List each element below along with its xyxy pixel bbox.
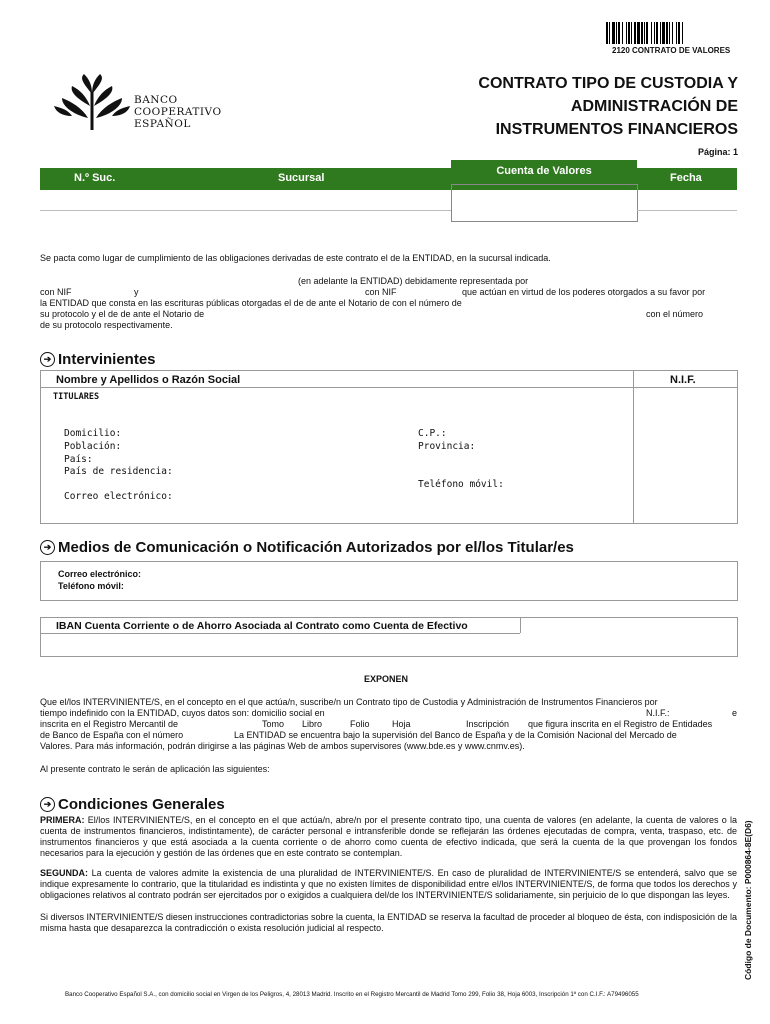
- protocol-number: con el número: [646, 309, 704, 319]
- document-title: [478, 72, 738, 141]
- conditions-title-text: Condiciones Generales: [58, 796, 225, 813]
- securities-account-header: [451, 160, 637, 184]
- protocol-line: su protocolo y el de de ante el Notario de: [40, 309, 205, 319]
- intervinientes-title: [40, 351, 156, 368]
- exponen-line-3e: Hoja: [392, 719, 411, 729]
- document-code: Código de Documento: P000864-8E(D6): [743, 820, 753, 980]
- date-header: Fecha: [670, 172, 702, 184]
- arrow-right-icon: ➔: [40, 540, 55, 555]
- entity-representation: (en adelante la ENTIDAD) debidamente representada por: [298, 276, 529, 286]
- communication-email-label: Correo electrónico:: [58, 569, 142, 579]
- exponen-line-2b: N.I.F.:: [646, 708, 670, 718]
- exponen-line-2c: e: [732, 708, 738, 718]
- exponen-line-3c: Libro: [302, 719, 323, 729]
- communication-mobile-label: Teléfono móvil:: [58, 581, 124, 591]
- name-column-header: Nombre y Apellidos o Razón Social: [56, 374, 241, 386]
- clause-primera-text: El/los INTERVINIENTE/S, en el concepto en el que actúa/n, abre/n por el presente contrato tipo, una cuenta de valores (en adelante, la cuenta de valores o la cuenta de instrumentos financieros, indistintamente), de carácter personal e intransferible donde se reflejarán las órdenes ejecutadas de compra, venta, traspaso, etc. de instrumentos financieros y que está asociada a la cuenta corriente o de ahorro como cuenta de efectivo indicada, que será la cuenta de la que provengan los fondos necesarios para la ejecución y gestión de las órdenes que en este contrato se contemplan.: [40, 815, 737, 858]
- email-label: Correo electrónico:: [64, 491, 173, 502]
- nif-column-header: N.I.F.: [670, 374, 696, 386]
- wheat-logo-icon: [52, 72, 132, 134]
- title-line-3: INSTRUMENTOS FINANCIEROS: [495, 121, 738, 138]
- logo-line-2: COOPERATIVO: [134, 106, 222, 118]
- arrow-right-icon: ➔: [40, 352, 55, 367]
- exponen-line-2a: tiempo indefinido con la ENTIDAD, cuyos datos son: domicilio social en: [40, 708, 325, 718]
- iban-header-vline: [520, 617, 521, 633]
- exponen-line-4a: de Banco de España con el número: [40, 730, 184, 740]
- postal-code-label: C.P.:: [418, 428, 447, 439]
- intervinientes-col-divider: [633, 370, 634, 523]
- town-label: Población:: [64, 441, 122, 452]
- exponen-line-3b: Tomo: [262, 719, 285, 729]
- arrow-right-icon: ➔: [40, 797, 55, 812]
- bank-logo: [52, 72, 232, 134]
- branch-header: Sucursal: [278, 172, 325, 184]
- title-line-2: ADMINISTRACIÓN DE: [570, 98, 738, 115]
- holders-label: TITULARES: [53, 392, 100, 402]
- clause-segunda-2: Si diversos INTERVINIENTE/S diesen instrucciones contradictorias sobre la cuenta, la ENTIDAD se reserva la facultad de proceder al bloqueo de ésta, con indisposición de la misma hasta que desaparezca la contradicción o exista resolución judicial al respecto.: [40, 912, 737, 933]
- clause-segunda: [40, 868, 737, 901]
- province-label: Provincia:: [418, 441, 476, 452]
- barcode-text: 2120 CONTRATO DE VALORES: [612, 46, 731, 55]
- exponen-line-3d: Folio: [350, 719, 370, 729]
- country-label: País:: [64, 454, 93, 465]
- nif-line-a: con NIF: [40, 287, 72, 297]
- exponen-line-1: Que el/los INTERVINIENTE/S, en el concepto en el que actúa/n, suscribe/n un Contrato tipo de Custodia y Administración de Instrumentos Financieros por: [40, 697, 658, 707]
- deeds-line: la ENTIDAD que consta en las escrituras públicas otorgadas el de de ante el Notario de con el número de: [40, 298, 462, 308]
- protocol-respectively: de su protocolo respectivamente.: [40, 320, 173, 330]
- clause-primera-label: PRIMERA:: [40, 815, 85, 825]
- clause-segunda-text: La cuenta de valores admite la existencia de una pluralidad de INTERVINIENTE/S. En caso de pluralidad de INTERVINIENTE/S se entenderá, salvo que se indique expresamente lo contrario, que la titularidad es indistinta y que no existen límites de disponibilidad entre el/los INTERVINIENTE/S, de forma que todos los derechos y obligaciones relativos al contrato podrán ser ejercitados por o exigidos a cualquiera del/de los INTERVINIENTE/S solidariamente, sin perjuicio de lo que dispongan las leyes.: [40, 868, 737, 900]
- nif-line-c: con NIF: [365, 287, 397, 297]
- barcode: [606, 22, 746, 46]
- exponen-heading: EXPONEN: [364, 674, 409, 684]
- logo-line-3: ESPAÑOL: [134, 118, 191, 130]
- iban-label: IBAN Cuenta Corriente o de Ahorro Asociada al Contrato como Cuenta de Efectivo: [56, 620, 468, 632]
- exponen-line-3f: Inscripción: [466, 719, 510, 729]
- clause-primera: [40, 815, 737, 859]
- iban-header-line: [40, 633, 520, 634]
- logo-line-1: BANCO: [134, 94, 178, 106]
- exponen-line-3g: que figura inscrita en el Registro de Entidades: [528, 719, 713, 729]
- intervinientes-title-text: Intervinientes: [58, 351, 156, 368]
- residence-country-label: País de residencia:: [64, 466, 173, 477]
- page-number: Página: 1: [697, 147, 738, 157]
- conditions-title: [40, 796, 225, 813]
- barcode-graphic: [606, 22, 746, 46]
- exponen-line-4b: La ENTIDAD se encuentra bajo la supervisión del Banco de España y de la Comisión Nacional del Mercado de: [234, 730, 677, 740]
- exponen-line-5: Valores. Para más información, podrán dirigirse a las páginas Web de ambos supervisores (www.bde.es y www.cnmv.es).: [40, 741, 525, 751]
- footer-legal: Banco Cooperativo Español S.A., con domicilio social en Virgen de los Peligros, 4, 28013 Madrid. Inscrito en el Registro Mercantil de Madrid Tomo 299, Folio 38, Hoja 6003, Inscripción 1ª con C.I.F.: A79496055: [65, 991, 639, 998]
- communication-box: [40, 561, 738, 601]
- exponen-line-3a: inscrita en el Registro Mercantil de: [40, 719, 179, 729]
- nif-line-b: y: [134, 287, 139, 297]
- exponen-applicable: Al presente contrato le serán de aplicación las siguientes:: [40, 764, 270, 774]
- nif-line-d: que actúan en virtud de los poderes otorgados a su favor por: [462, 287, 706, 297]
- communication-title: [40, 539, 574, 556]
- clause-segunda-label: SEGUNDA:: [40, 868, 89, 878]
- account-table-divider: [637, 210, 737, 211]
- securities-account-label: Cuenta de Valores: [496, 165, 592, 177]
- mobile-label: Teléfono móvil:: [418, 479, 504, 490]
- communication-title-text: Medios de Comunicación o Notificación Autorizados por el/los Titular/es: [58, 539, 574, 556]
- place-of-performance: Se pacta como lugar de cumplimiento de las obligaciones derivadas de este contrato el de la ENTIDAD, en la sucursal indicada.: [40, 253, 551, 263]
- branch-number-header: N.º Suc.: [74, 172, 116, 184]
- securities-account-field[interactable]: [451, 184, 638, 222]
- title-line-1: CONTRATO TIPO DE CUSTODIA Y: [478, 75, 738, 92]
- address-label: Domicilio:: [64, 428, 122, 439]
- account-table-divider: [40, 210, 451, 211]
